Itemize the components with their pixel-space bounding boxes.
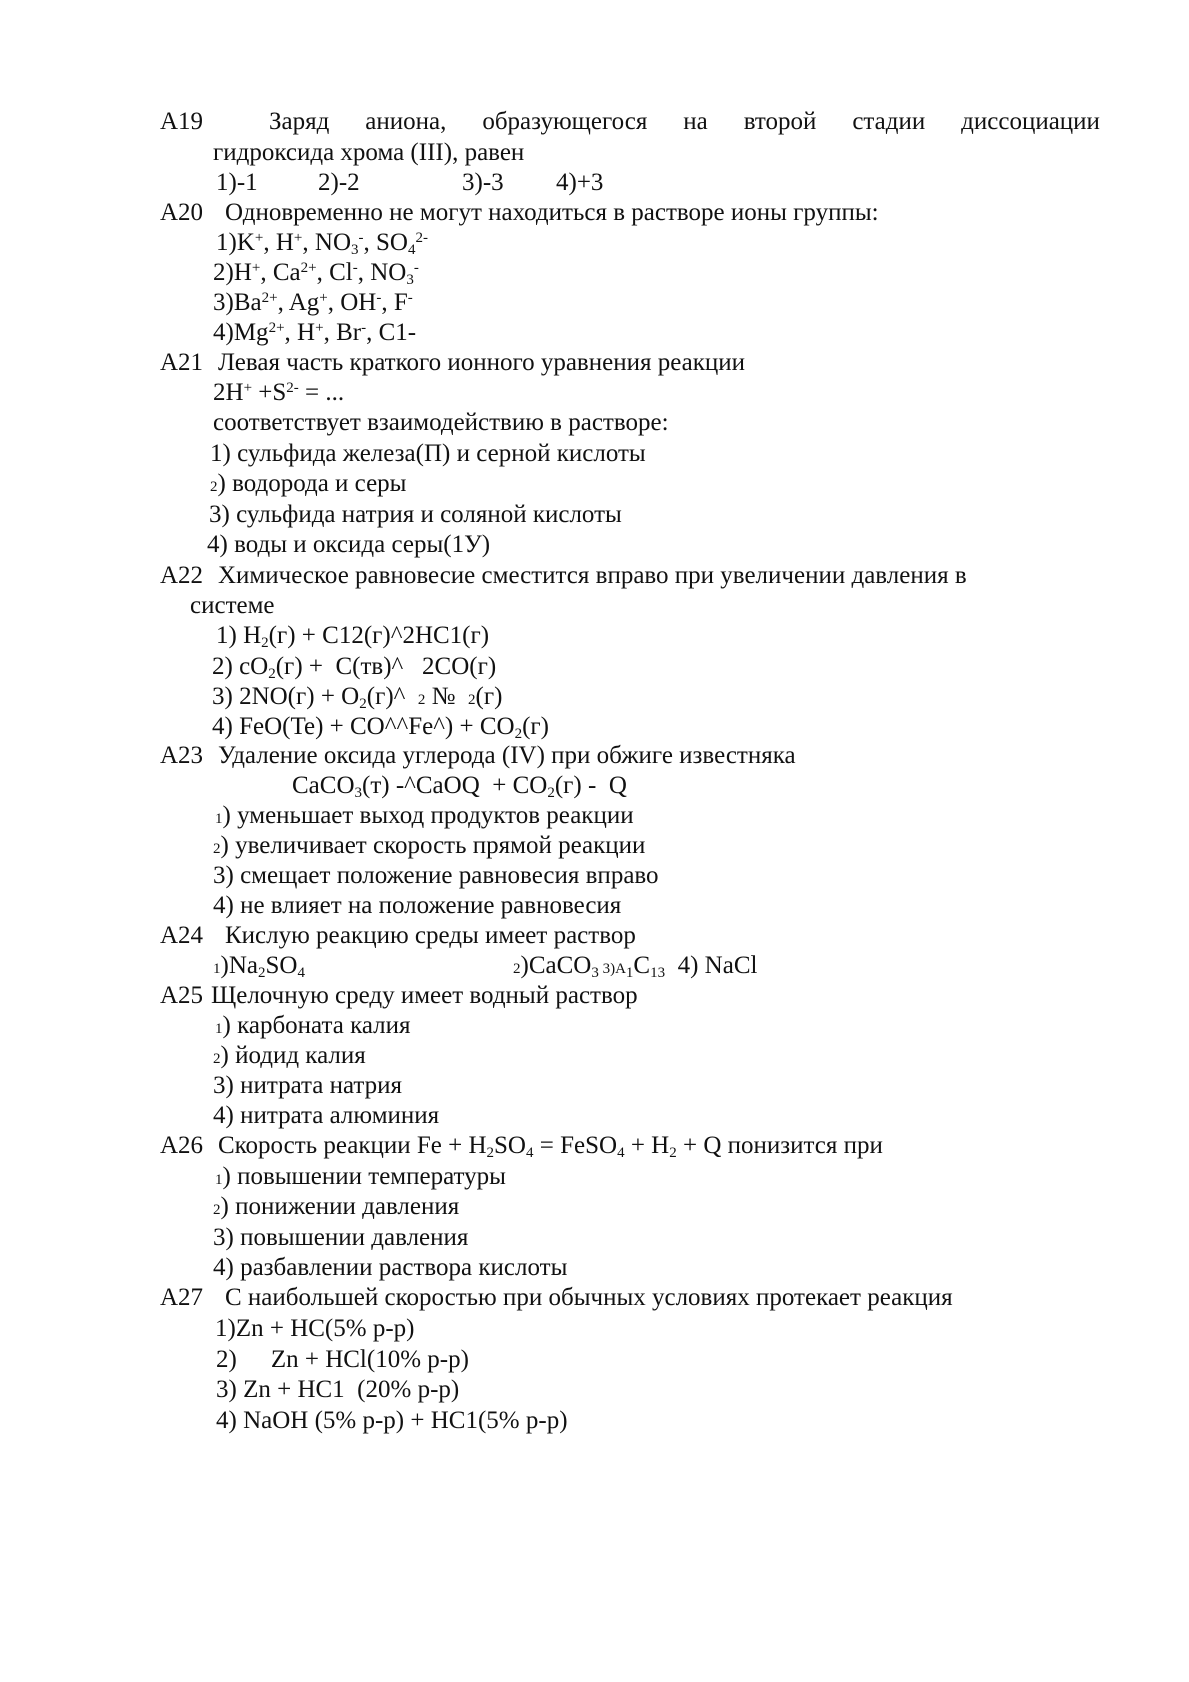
question-a19-option-1: 1)-1 — [216, 169, 258, 196]
question-a27-option-4: 4) NaOH (5% p-p) + HC1(5% p-p) — [216, 1407, 568, 1434]
question-a20-option-3: $3)Ba^{2+}$, Ag+, OH-, F- — [213, 289, 413, 316]
question-a19-number: A19 — [160, 108, 204, 135]
question-a25-text: Щелочную среду имеет водный раствор — [211, 982, 638, 1009]
question-a23-option-3: 3) смещает положение равновесия вправо — [213, 862, 659, 889]
question-a22-option-1: 1) $H_2(г)$ + C12(г)^2HC1(г) — [216, 622, 490, 651]
question-a22-option-2: 2) $cO_2(г)$ + C(тв)^ 2CO(г) — [212, 653, 497, 682]
question-a23-number: A23 — [160, 742, 204, 769]
question-a21-option-4: 4) воды и оксида серы(1У) — [207, 531, 491, 558]
question-a20-text: Одновременно не могут находиться в растворе ионы группы: — [225, 199, 879, 226]
question-a25-option-3: 3) нитрата натрия — [213, 1072, 403, 1099]
question-a27-option-1: 1)Zn + HC(5% p-p) — [215, 1315, 415, 1342]
question-a19-line2: гидроксида хрома (III), равен — [213, 139, 525, 166]
question-a21-line3: соответствует взаимодействию в растворе: — [213, 409, 669, 436]
question-a23-option-2: 2) увеличивает скорость прямой реакции — [213, 832, 646, 859]
question-a26-option-1: 1) повышении температуры — [215, 1163, 506, 1190]
question-a23-equation: CaCO$_3$(т) -^CaOQ + $CO_2(г)$ - Q — [292, 772, 627, 801]
question-a24-number: A24 — [160, 922, 204, 949]
question-a20-number: A20 — [160, 199, 204, 226]
question-a26-option-3: 3) повышении давления — [213, 1224, 469, 1251]
question-a25-option-1: 1) карбоната калия — [215, 1012, 411, 1039]
question-a27-text: С наибольшей скоростью при обычных условиях протекает реакция — [225, 1284, 953, 1311]
question-a27-number: A27 — [160, 1284, 204, 1311]
question-a21-number: A21 — [160, 349, 204, 376]
question-a24-text: Кислую реакцию среды имеет раствор — [225, 922, 636, 949]
question-a23-text: Удаление оксида углерода (IV) при обжиге известняка — [218, 742, 796, 769]
question-a21-option-1: 1) сульфида железа(П) и серной кислоты — [210, 440, 646, 467]
question-a27-option-3: 3) Zn + HC1 (20% p-p) — [216, 1376, 460, 1403]
question-a24-options-2-4: 2)CaCO$_3$ $3)A_1C_{13}$ 4) NaCl — [513, 952, 758, 981]
question-a22-text: Химическое равновесие сместится вправо при увеличении давления в — [218, 562, 967, 589]
question-a20-option-2: 2)H+, $Ca^{2+}$, Cl-, $NO_3^-$ — [213, 259, 419, 288]
question-a21-option-2: 2) водорода и серы — [210, 470, 407, 497]
question-a19-line1: A19 Заряд аниона, образующегося на второй стадии диссоциации — [160, 108, 1100, 135]
question-a22-line2: системе — [190, 592, 275, 619]
question-a27-option-2: 2) Zn + HCl(10% p-p) — [216, 1346, 469, 1373]
question-a26-text: Скорость реакции $Fe + H_2SO_4$ = FeSO$_4$ + $H_2 + Q$ понизится при — [218, 1132, 883, 1161]
question-a26-option-4: 4) разбавлении раствора кислоты — [213, 1254, 568, 1281]
question-a22-option-4: 4) FeO(Te) + CO^^Fe^) + $CO_2(г)$ — [212, 713, 549, 742]
question-a24-option-1: $1)Na_2SO_4$ — [213, 952, 305, 981]
question-a22-option-3: 3) $2NO(г) + O_2(г)\^{}$ 2 № 2(г) — [212, 683, 503, 712]
question-a21-equation: $2H^+ +S^{2-}$ = ... — [213, 379, 345, 406]
question-a19-option-3: 3)-3 — [462, 169, 504, 196]
question-a20-option-4: $4)Mg^{2+}$, H+, Br-, C1- — [213, 319, 417, 346]
question-a25-option-2: 2) йодид калия — [213, 1042, 366, 1069]
question-a23-option-4: 4) не влияет на положение равновесия — [213, 892, 622, 919]
question-a21-text: Левая часть краткого ионного уравнения реакции — [218, 349, 746, 376]
question-a21-option-3: 3) сульфида натрия и соляной кислоты — [209, 501, 622, 528]
question-a25-number: A25 — [160, 982, 204, 1009]
question-a19-option-2: 2)-2 — [318, 169, 360, 196]
question-a26-option-2: 2) понижении давления — [213, 1193, 460, 1220]
question-a20-option-1: 1)K+, H+, $NO_3^-$, $SO_4^{2-}$ — [216, 229, 428, 258]
question-a23-option-1: 1) уменьшает выход продуктов реакции — [215, 802, 634, 829]
question-a22-number: A22 — [160, 562, 204, 589]
question-a25-option-4: 4) нитрата алюминия — [213, 1102, 440, 1129]
question-a26-number: A26 — [160, 1132, 204, 1159]
question-a19-option-4: 4)+3 — [556, 169, 604, 196]
